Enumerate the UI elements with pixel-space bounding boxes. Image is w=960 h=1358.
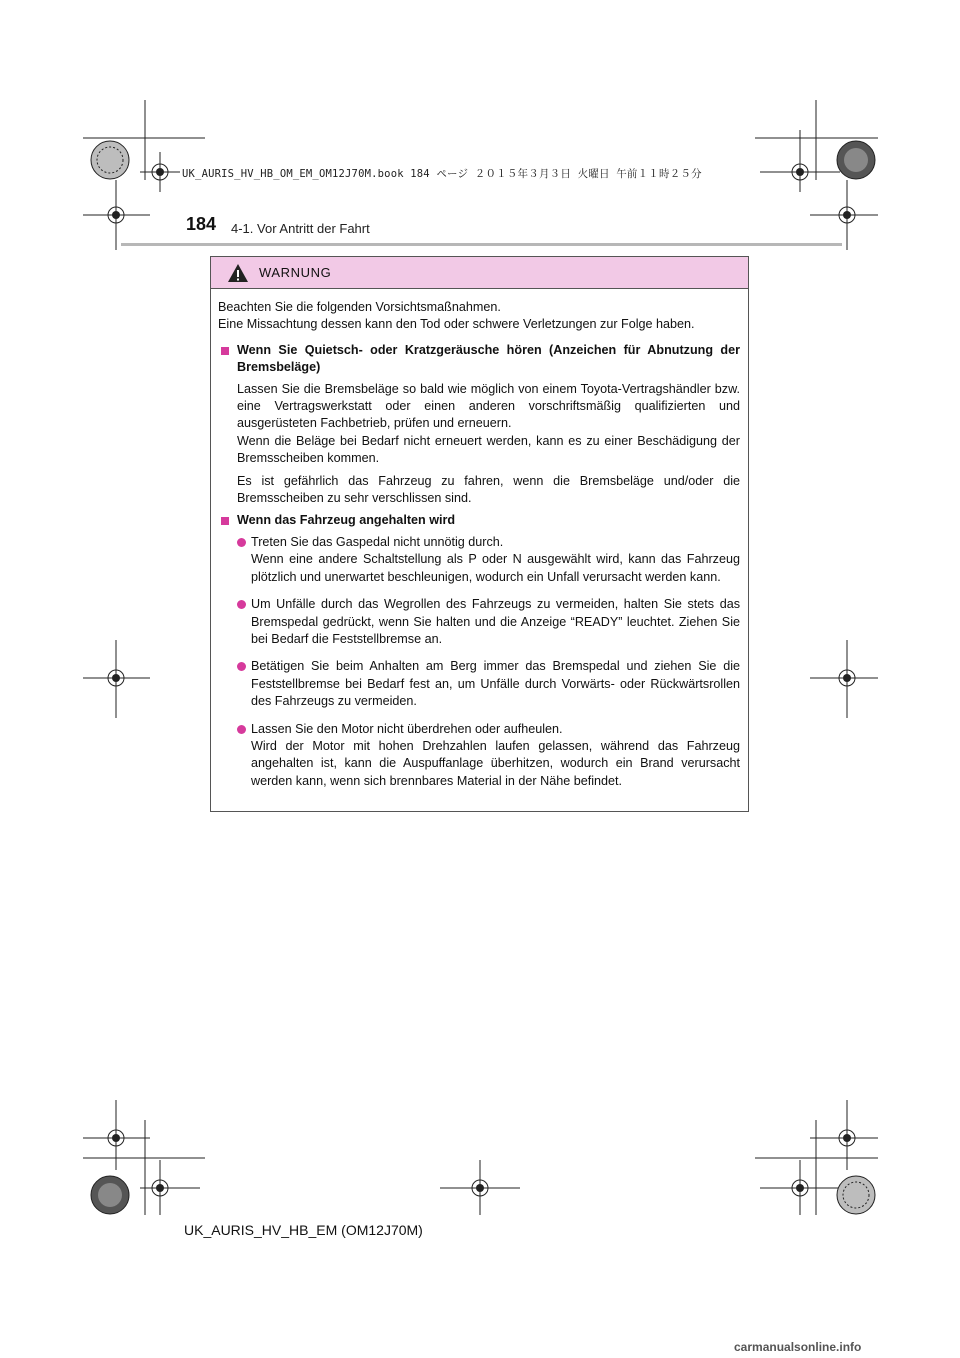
footer-doc-id: UK_AURIS_HV_HB_EM (OM12J70M) bbox=[184, 1222, 423, 1238]
section-title: 4-1. Vor Antritt der Fahrt bbox=[231, 221, 370, 236]
section-body-vehicle-stopped bbox=[226, 534, 740, 795]
section-heading-vehicle-stopped bbox=[218, 512, 740, 529]
section-title-vehicle-stopped: Wenn das Fahrzeug angehalten wird bbox=[237, 513, 456, 528]
book-info-line: UK_AURIS_HV_HB_OM_EM_OM12J70M.book 184 ページ ２０１５年３月３日 火曜日 午前１１時２５分 bbox=[182, 168, 702, 180]
round-bullet-icon bbox=[237, 600, 246, 609]
list-item bbox=[237, 596, 740, 653]
warning-body bbox=[211, 289, 748, 795]
warning-triangle-icon bbox=[227, 263, 249, 283]
paragraph: Lassen Sie die Bremsbeläge so bald wie möglich von einem Toyota-Vertragshändler bzw. eine Vertragswerkstatt oder einen anderen vorschriftsmäßig qualifizierten und ausgerüsteten Fachbetrieb, prüfen und erneuern. Wenn die Beläge bei Bedarf nicht erneuert werden, kann es zu einer Beschädigung der Bremsscheiben kommen. bbox=[237, 381, 740, 466]
bullet-text: Um Unfälle durch das Wegrollen des Fahrzeugs zu vermeiden, halten Sie stets das Bremspedal gedrückt, wenn Sie halten und die Anzeige “READY” leuchtet. Ziehen Sie bei Bedarf die Feststellbremse an. bbox=[251, 597, 740, 646]
list-item bbox=[237, 721, 740, 796]
page-number: 184 bbox=[186, 214, 217, 234]
bullet-text: Lassen Sie den Motor nicht überdrehen oder aufheulen. Wird der Motor mit hohen Drehzahlen laufen gelassen, während das Fahrzeug angehalten ist, kann die Auspuffanlage überhitzen, wodurch ein Brand verursacht werden kann, wenn sich brennbares Material in der Nähe befindet. bbox=[251, 721, 740, 788]
paragraph: Es ist gefährlich das Fahrzeug zu fahren, wenn die Bremsbeläge und/oder die Bremsscheiben zu sehr verschlissen sind. bbox=[237, 473, 740, 506]
section-title-brake-noise: Wenn Sie Quietsch- oder Kratzgeräusche hören (Anzeichen für Abnutzung der Bremsbeläge) bbox=[237, 342, 740, 375]
watermark: carmanualsonline.info bbox=[734, 1340, 862, 1354]
round-bullet-icon bbox=[237, 662, 246, 671]
warning-header bbox=[211, 257, 748, 289]
header-rule bbox=[121, 243, 842, 246]
section-body-brake-noise bbox=[237, 381, 740, 508]
bullet-text: Betätigen Sie beim Anhalten am Berg immer das Bremspedal und ziehen Sie die Feststellbremse bei Bedarf fest an, um Unfälle durch Vorwärts- oder Rückwärtsrollen des Fahrzeugs zu vermeiden. bbox=[251, 659, 740, 709]
warning-intro: Beachten Sie die folgenden Vorsichtsmaßnahmen. Eine Missachtung dessen kann den Tod oder schwere Verletzungen zur Folge haben. bbox=[218, 300, 695, 332]
square-bullet-icon bbox=[221, 517, 229, 525]
bullet-text: Treten Sie das Gaspedal nicht unnötig durch. Wenn eine andere Schaltstellung als P oder N ausgewählt wird, kann das Fahrzeug plötzlich und unerwartet beschleunigen, wodurch ein Unfall verursacht werden kann. bbox=[251, 534, 740, 584]
warning-box bbox=[210, 256, 749, 812]
list-item bbox=[237, 658, 740, 715]
warning-title: WARNUNG bbox=[259, 265, 332, 280]
section-heading-brake-noise bbox=[218, 342, 740, 377]
square-bullet-icon bbox=[221, 347, 229, 355]
round-bullet-icon bbox=[237, 538, 246, 547]
list-item bbox=[237, 534, 740, 591]
round-bullet-icon bbox=[237, 725, 246, 734]
